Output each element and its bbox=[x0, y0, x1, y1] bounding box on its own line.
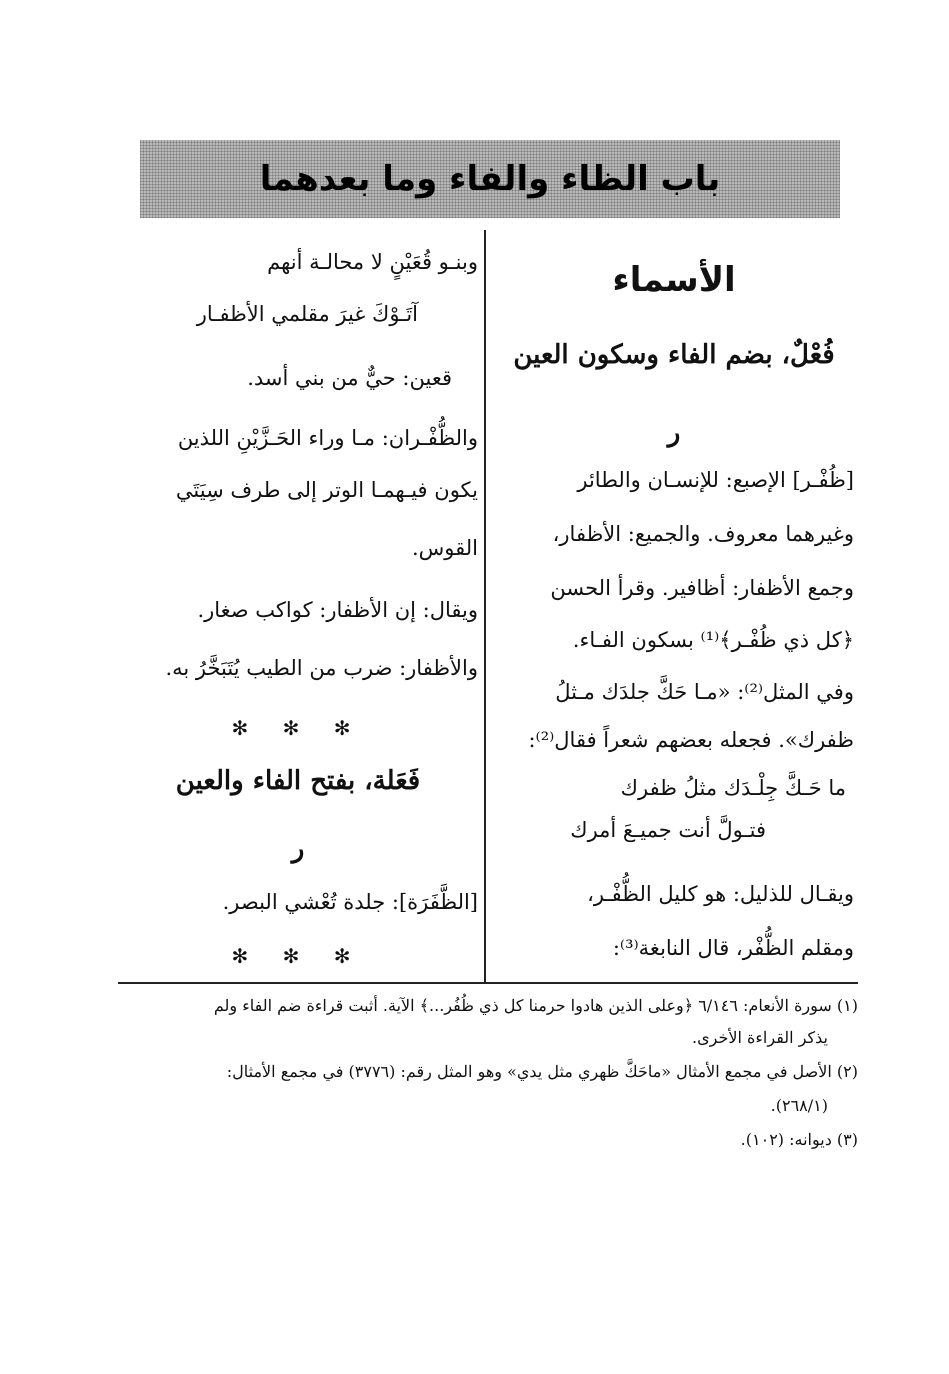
text-line: والظُّفْـران: مـا وراء الحَـزَّيْنِ اللذين bbox=[177, 426, 478, 450]
root-letter: ر bbox=[291, 834, 305, 864]
text-line: وجمع الأظفار: أظافير. وقرأ الحسن bbox=[550, 576, 854, 600]
text-line: ظفرك». فجعله بعضهم شعراً فقال⁽²⁾: bbox=[528, 728, 854, 752]
pattern-heading: فُعْلٌ، بضم الفاء وسكون العين bbox=[513, 340, 835, 370]
verse-line: ما حَـكَّ جِلْـدَك مثلُ ظفرك bbox=[620, 776, 846, 800]
text-line: ﴿كل ذي ظُفْـر﴾⁽¹⁾ بسكون الفـاء. bbox=[572, 628, 854, 652]
footnote-rule bbox=[118, 982, 858, 984]
text-line: [الظَّفَرَة]: جلدة تُعْشي البصر. bbox=[222, 890, 478, 914]
text-line: قعين: حيٌّ من بني أسد. bbox=[247, 366, 452, 390]
text-line: [ظُفْـر] الإصبع: للإنسـان والطائر bbox=[577, 468, 854, 492]
footnote-line: (٢٦٨/١). bbox=[770, 1096, 828, 1115]
text-line: ويقال: إن الأظفار: كواكب صغار. bbox=[197, 598, 478, 622]
text-line: وفي المثل⁽²⁾: «مـا حَكَّ جلدَك مـثلُ bbox=[555, 680, 854, 704]
root-letter: ر bbox=[667, 418, 681, 448]
section-separator-stars: ✻ ✻ ✻ bbox=[231, 944, 365, 968]
text-line: ومقلم الظُّفْر، قال النابغة⁽³⁾: bbox=[612, 936, 854, 960]
section-separator-stars: ✻ ✻ ✻ bbox=[231, 716, 365, 740]
chapter-header-band bbox=[140, 140, 840, 218]
footnote-line: (١) سورة الأنعام: ٦/١٤٦ ﴿وعلى الذين هادوا حرمنا كل ذي ظُفُر...﴾ الآية. أثبت قراءة ضم الفاء ولم bbox=[213, 996, 858, 1015]
text-line: ويقـال للذليل: هو كليل الظُّفْـر، bbox=[587, 882, 854, 906]
verse-line: وبنـو قُعَيْنٍ لا محالـة أنهم bbox=[267, 250, 478, 274]
text-line: يكون فيـهمـا الوتر إلى طرف سِيَتَي bbox=[175, 478, 478, 502]
section-title: الأسماء bbox=[612, 260, 736, 300]
text-line: وغيرهما معروف. والجميع: الأظفار، bbox=[552, 522, 854, 546]
text-line: والأظفار: ضرب من الطيب يُتَبَخَّرُ به. bbox=[165, 656, 478, 680]
chapter-title: باب الظاء والفاء وما بعدهما bbox=[259, 159, 721, 199]
pattern-heading: فَعَلة، بفتح الفاء والعين bbox=[175, 766, 421, 796]
footnote-line: يذكر القراءة الأخرى. bbox=[692, 1028, 828, 1047]
verse-line: آتَـوْكَ غيرَ مقلمي الأظفـار bbox=[196, 302, 418, 326]
column-divider bbox=[484, 230, 486, 982]
footnote-line: (٣) ديوانه: (١٠٢). bbox=[740, 1130, 858, 1149]
verse-line: فتـولَّ أنت جميـعَ أمرك bbox=[570, 818, 766, 842]
text-line: القوس. bbox=[411, 536, 478, 560]
footnote-line: (٢) الأصل في مجمع الأمثال «ماحَكَّ ظهري مثل يدي» وهو المثل رقم: (٣٧٧٦) في مجمع الأمثال: bbox=[226, 1062, 858, 1081]
